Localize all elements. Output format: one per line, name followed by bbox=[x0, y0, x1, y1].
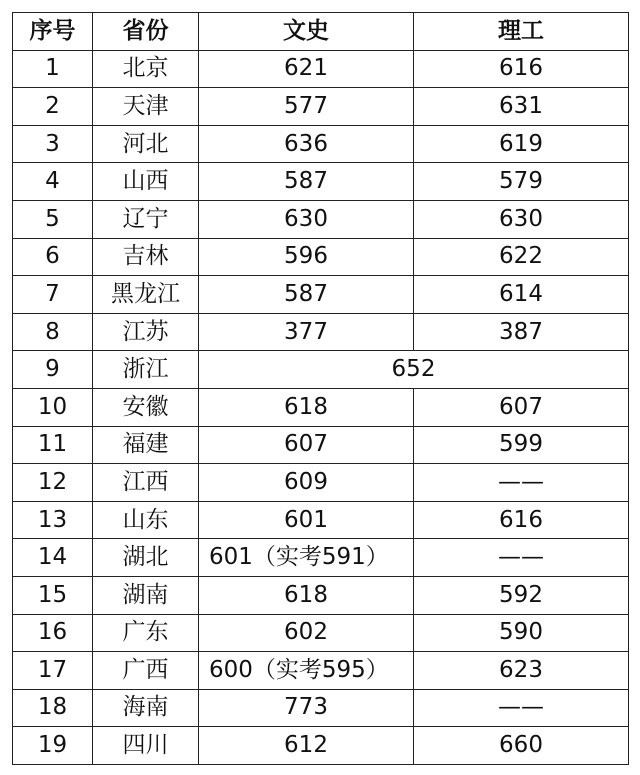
row-score-wenshi: 630 bbox=[199, 200, 414, 238]
row-score-ligong: 616 bbox=[414, 50, 629, 88]
table-row bbox=[13, 351, 629, 389]
header-ligong: 理工 bbox=[414, 13, 629, 51]
row-number: 11 bbox=[13, 426, 93, 464]
row-score-ligong: 622 bbox=[414, 238, 629, 276]
row-number: 18 bbox=[13, 689, 93, 727]
table-row bbox=[13, 276, 629, 314]
row-score-wenshi: 377 bbox=[199, 313, 414, 351]
row-score-wenshi: 618 bbox=[199, 388, 414, 426]
row-province: 河北 bbox=[93, 125, 199, 163]
row-score-ligong: 630 bbox=[414, 200, 629, 238]
table-row bbox=[13, 313, 629, 351]
header-row bbox=[13, 13, 629, 51]
row-score-ligong: 619 bbox=[414, 125, 629, 163]
row-score-ligong: 599 bbox=[414, 426, 629, 464]
row-score-wenshi: 587 bbox=[199, 276, 414, 314]
row-province: 江西 bbox=[93, 464, 199, 502]
row-number: 1 bbox=[13, 50, 93, 88]
row-number: 5 bbox=[13, 200, 93, 238]
row-province: 浙江 bbox=[93, 351, 199, 389]
row-score-wenshi: 587 bbox=[199, 163, 414, 201]
row-score-ligong: —— bbox=[414, 539, 629, 577]
row-score-ligong: 631 bbox=[414, 88, 629, 126]
table-row bbox=[13, 464, 629, 502]
row-province: 安徽 bbox=[93, 388, 199, 426]
row-number: 19 bbox=[13, 727, 93, 765]
row-score-ligong: 616 bbox=[414, 501, 629, 539]
row-number: 16 bbox=[13, 614, 93, 652]
row-province: 山东 bbox=[93, 501, 199, 539]
row-number: 8 bbox=[13, 313, 93, 351]
row-score-ligong: —— bbox=[414, 464, 629, 502]
row-province: 四川 bbox=[93, 727, 199, 765]
header-no: 序号 bbox=[13, 13, 93, 51]
table-row bbox=[13, 689, 629, 727]
row-province: 北京 bbox=[93, 50, 199, 88]
row-score-wenshi: 636 bbox=[199, 125, 414, 163]
row-province: 广东 bbox=[93, 614, 199, 652]
table-row bbox=[13, 539, 629, 577]
table-row bbox=[13, 576, 629, 614]
row-number: 4 bbox=[13, 163, 93, 201]
score-table-wrapper bbox=[12, 12, 629, 765]
row-score-ligong: —— bbox=[414, 689, 629, 727]
row-province: 湖北 bbox=[93, 539, 199, 577]
row-province: 海南 bbox=[93, 689, 199, 727]
row-score-wenshi: 773 bbox=[199, 689, 414, 727]
row-province: 辽宁 bbox=[93, 200, 199, 238]
row-number: 2 bbox=[13, 88, 93, 126]
row-number: 14 bbox=[13, 539, 93, 577]
header-wenshi: 文史 bbox=[199, 13, 414, 51]
row-number: 6 bbox=[13, 238, 93, 276]
row-province: 山西 bbox=[93, 163, 199, 201]
row-number: 7 bbox=[13, 276, 93, 314]
row-score-ligong: 660 bbox=[414, 727, 629, 765]
row-score-wenshi: 601 bbox=[199, 501, 414, 539]
row-score-wenshi: 577 bbox=[199, 88, 414, 126]
row-number: 15 bbox=[13, 576, 93, 614]
row-score-ligong: 614 bbox=[414, 276, 629, 314]
table-row bbox=[13, 614, 629, 652]
row-score-wenshi: 601（实考591） bbox=[199, 539, 414, 577]
row-number: 9 bbox=[13, 351, 93, 389]
row-score-wenshi: 609 bbox=[199, 464, 414, 502]
row-province: 天津 bbox=[93, 88, 199, 126]
row-number: 10 bbox=[13, 388, 93, 426]
table-row bbox=[13, 163, 629, 201]
row-score-wenshi: 600（实考595） bbox=[199, 652, 414, 690]
row-score-ligong: 579 bbox=[414, 163, 629, 201]
table-row bbox=[13, 501, 629, 539]
table-row bbox=[13, 50, 629, 88]
row-score-wenshi: 621 bbox=[199, 50, 414, 88]
row-score-wenshi: 602 bbox=[199, 614, 414, 652]
table-row bbox=[13, 652, 629, 690]
table-body bbox=[13, 50, 629, 764]
table-row bbox=[13, 426, 629, 464]
table-row bbox=[13, 125, 629, 163]
row-number: 12 bbox=[13, 464, 93, 502]
header-province: 省份 bbox=[93, 13, 199, 51]
row-score-ligong: 607 bbox=[414, 388, 629, 426]
score-table bbox=[12, 12, 629, 765]
row-province: 黑龙江 bbox=[93, 276, 199, 314]
row-score-wenshi: 607 bbox=[199, 426, 414, 464]
row-score-wenshi: 618 bbox=[199, 576, 414, 614]
row-number: 13 bbox=[13, 501, 93, 539]
row-province: 吉林 bbox=[93, 238, 199, 276]
row-number: 17 bbox=[13, 652, 93, 690]
row-province: 广西 bbox=[93, 652, 199, 690]
row-number: 3 bbox=[13, 125, 93, 163]
row-score-ligong: 592 bbox=[414, 576, 629, 614]
table-row bbox=[13, 727, 629, 765]
row-score-ligong: 387 bbox=[414, 313, 629, 351]
row-score-wenshi: 596 bbox=[199, 238, 414, 276]
row-province: 江苏 bbox=[93, 313, 199, 351]
row-score-ligong: 590 bbox=[414, 614, 629, 652]
row-province: 福建 bbox=[93, 426, 199, 464]
table-row bbox=[13, 388, 629, 426]
row-score-merged: 652 bbox=[199, 351, 629, 389]
table-row bbox=[13, 200, 629, 238]
table-row bbox=[13, 88, 629, 126]
row-score-wenshi: 612 bbox=[199, 727, 414, 765]
row-province: 湖南 bbox=[93, 576, 199, 614]
row-score-ligong: 623 bbox=[414, 652, 629, 690]
table-row bbox=[13, 238, 629, 276]
